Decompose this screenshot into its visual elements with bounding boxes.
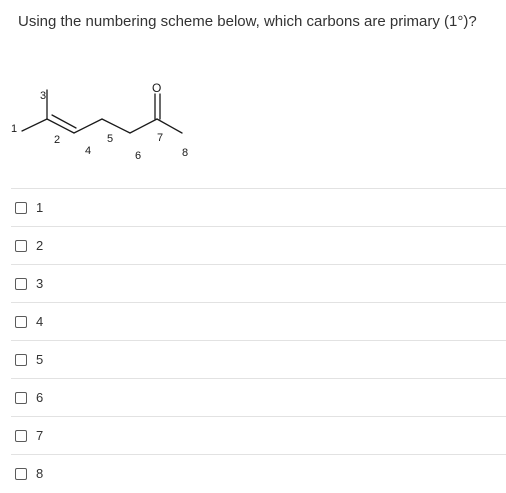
carbon-label-3: 3 <box>40 90 47 102</box>
carbon-label-2: 2 <box>54 134 61 146</box>
carbon-label-8: 8 <box>182 147 189 159</box>
carbon-label-6: 6 <box>135 150 142 162</box>
bond-c6-c7 <box>130 119 157 133</box>
checkbox-6[interactable] <box>15 392 27 404</box>
bond-c2-c4-double <box>52 115 76 128</box>
question-text: Using the numbering scheme below, which carbons are primary (1°)? <box>18 13 477 30</box>
option-label-5: 5 <box>36 352 44 367</box>
option-label-7: 7 <box>36 428 44 443</box>
bond-c4-c5 <box>74 119 102 133</box>
carbon-label-4: 4 <box>85 145 92 157</box>
bond-c7-c8 <box>157 119 182 133</box>
option-label-3: 3 <box>36 276 44 291</box>
option-1[interactable] <box>11 188 506 226</box>
carbon-label-1: 1 <box>11 123 18 135</box>
checkbox-1[interactable] <box>15 202 27 214</box>
carbon-label-7: 7 <box>157 132 164 144</box>
checkbox-5[interactable] <box>15 354 27 366</box>
checkbox-3[interactable] <box>15 278 27 290</box>
carbon-label-5: 5 <box>107 133 114 145</box>
option-label-8: 8 <box>36 466 44 481</box>
bond-c1-c2 <box>22 119 47 131</box>
option-label-4: 4 <box>36 314 44 329</box>
checkbox-4[interactable] <box>15 316 27 328</box>
option-2[interactable] <box>11 226 506 264</box>
option-4[interactable] <box>11 302 506 340</box>
checkbox-2[interactable] <box>15 240 27 252</box>
option-6[interactable] <box>11 378 506 416</box>
bond-c5-c6 <box>102 119 130 133</box>
molecule-structure <box>0 75 220 170</box>
option-7[interactable] <box>11 416 506 454</box>
checkbox-7[interactable] <box>15 430 27 442</box>
option-8[interactable] <box>11 454 506 492</box>
option-label-1: 1 <box>36 200 44 215</box>
oxygen-label: O <box>152 81 162 95</box>
answer-options <box>11 188 506 492</box>
option-label-6: 6 <box>36 390 44 405</box>
option-5[interactable] <box>11 340 506 378</box>
checkbox-8[interactable] <box>15 468 27 480</box>
option-label-2: 2 <box>36 238 44 253</box>
option-3[interactable] <box>11 264 506 302</box>
bond-c2-c4 <box>47 119 74 133</box>
